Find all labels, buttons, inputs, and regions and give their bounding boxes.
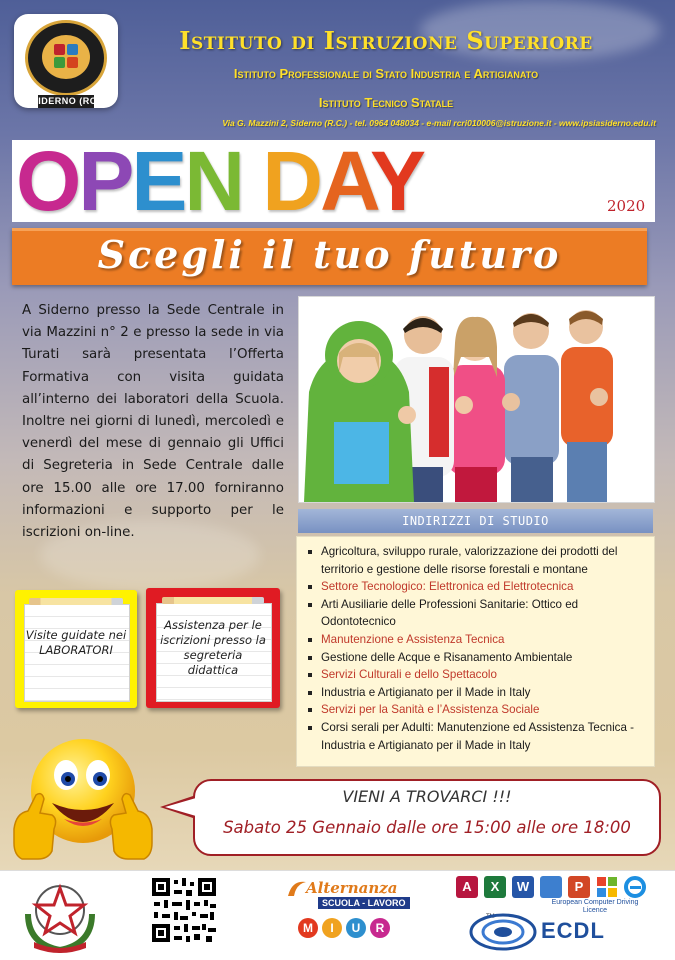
powerpoint-icon: P	[568, 876, 590, 898]
note-visite	[15, 590, 137, 708]
qr-code-icon[interactable]	[150, 876, 218, 944]
indirizzo-item: Gestione delle Acque e Risanamento Ambientale	[305, 649, 646, 667]
alternanza-title: Alternanza	[306, 879, 398, 897]
school-logo	[14, 14, 118, 108]
open-day-letter: Y	[370, 134, 424, 228]
miur-letter: I	[322, 918, 342, 938]
ecdl-title: ECDL	[541, 918, 605, 943]
open-day-letter: P	[78, 134, 132, 228]
institute-title: Istituto di Istruzione Superiore	[179, 26, 593, 55]
indirizzi-title: INDIRIZZI DI STUDIO	[298, 509, 653, 533]
italian-emblem-icon	[20, 874, 100, 954]
ecdl-globe-icon	[468, 912, 538, 952]
alternanza-swoosh-icon	[286, 878, 308, 900]
institute-subtitle-2: Istituto Tecnico Statale	[318, 95, 454, 110]
open-day-letter: N	[184, 134, 243, 228]
open-day-letter: A	[320, 134, 371, 228]
indirizzi-box	[296, 536, 655, 767]
students-illustration	[299, 297, 654, 502]
indirizzo-item: Agricoltura, sviluppo rurale, valorizzazione dei prodotti del territorio e gestione delle risorse forestali e montane	[305, 543, 646, 578]
intro-paragraph: A Siderno presso la Sede Centrale in via Mazzini n° 2 e presso la sede in via Turati sarà presentata l’Offerta Formativa con visita guidata all’interno dei laboratori della Scuola. Inoltre nei giorni di lunedì, mercoledì e venerdì del mese di gennaio gli Uffici di Segreteria in Sede Centrale dalle ore 15.00 alle ore 17.00 forniranno informazioni e supporto per le iscrizioni on-line.	[22, 303, 284, 541]
miur-letter: M	[298, 918, 318, 938]
internet-explorer-icon	[624, 876, 646, 898]
note-assistenza	[146, 588, 280, 708]
indirizzo-item: Settore Tecnologico: Elettronica ed Elettrotecnica	[305, 578, 646, 596]
indirizzo-item: Manutenzione e Assistenza Tecnica	[305, 631, 646, 649]
access-icon: A	[456, 876, 478, 898]
miur-letter: U	[346, 918, 366, 938]
open-day-letter: E	[131, 134, 185, 228]
pencil-icon	[29, 598, 123, 605]
indirizzo-item: Servizi per la Sanità e l’Assistenza Sociale	[305, 701, 646, 719]
smiley-thumbs-icon	[8, 733, 158, 865]
indirizzo-item: Servizi Culturali e dello Spettacolo	[305, 666, 646, 684]
students-photo	[298, 296, 655, 503]
indirizzi-list	[305, 543, 646, 754]
slogan: Scegli il tuo futuro	[97, 232, 562, 277]
miur-letter: R	[370, 918, 390, 938]
outlook-icon	[540, 876, 562, 898]
address-line: Via G. Mazzini 2, Siderno (R.C.) - tel. 0964 048034 - e-mail rcri010006@istruzione.it - www.ipsiasiderno.edu.it	[222, 118, 656, 128]
indirizzo-item: Corsi serali per Adulti: Manutenzione ed Assistenza Tecnica - Industria e Artigianato per il Made in Italy	[305, 719, 646, 754]
trademark-mark: TM	[486, 914, 495, 920]
cta-line-2: Sabato 25 Gennaio dalle ore 15:00 alle ore 18:00	[223, 818, 631, 837]
word-icon: W	[512, 876, 534, 898]
pencil-icon	[162, 597, 264, 604]
logo-text: SIDERNO (RC)	[31, 96, 101, 106]
ecdl-subtitle: European Computer Driving Licence	[551, 899, 639, 914]
open-day-letter: D	[262, 134, 321, 228]
open-day-letter: O	[16, 134, 79, 228]
open-day-title	[16, 136, 611, 226]
windows-icon	[596, 876, 618, 898]
alternanza-subtitle: SCUOLA - LAVORO	[318, 897, 410, 909]
logo-gear	[25, 20, 107, 96]
cta-line-1: VIENI A TROVARCI !!!	[342, 787, 512, 806]
institute-subtitle-1: Istituto Professionale di Stato Industria e Artigianato	[233, 66, 539, 81]
note-visite-text: Visite guidate nei LABORATORI	[25, 628, 127, 657]
excel-icon: X	[484, 876, 506, 898]
office-icons	[456, 876, 646, 898]
miur-logo	[298, 918, 390, 938]
indirizzo-item: Industria e Artigianato per il Made in Italy	[305, 684, 646, 702]
open-day-year: 2020	[607, 197, 646, 215]
indirizzo-item: Arti Ausiliarie delle Professioni Sanitarie: Ottico ed Odontotecnico	[305, 596, 646, 631]
note-assistenza-text: Assistenza per le iscrizioni presso la segreteria didattica	[160, 618, 266, 677]
open-day-letter	[242, 134, 262, 228]
